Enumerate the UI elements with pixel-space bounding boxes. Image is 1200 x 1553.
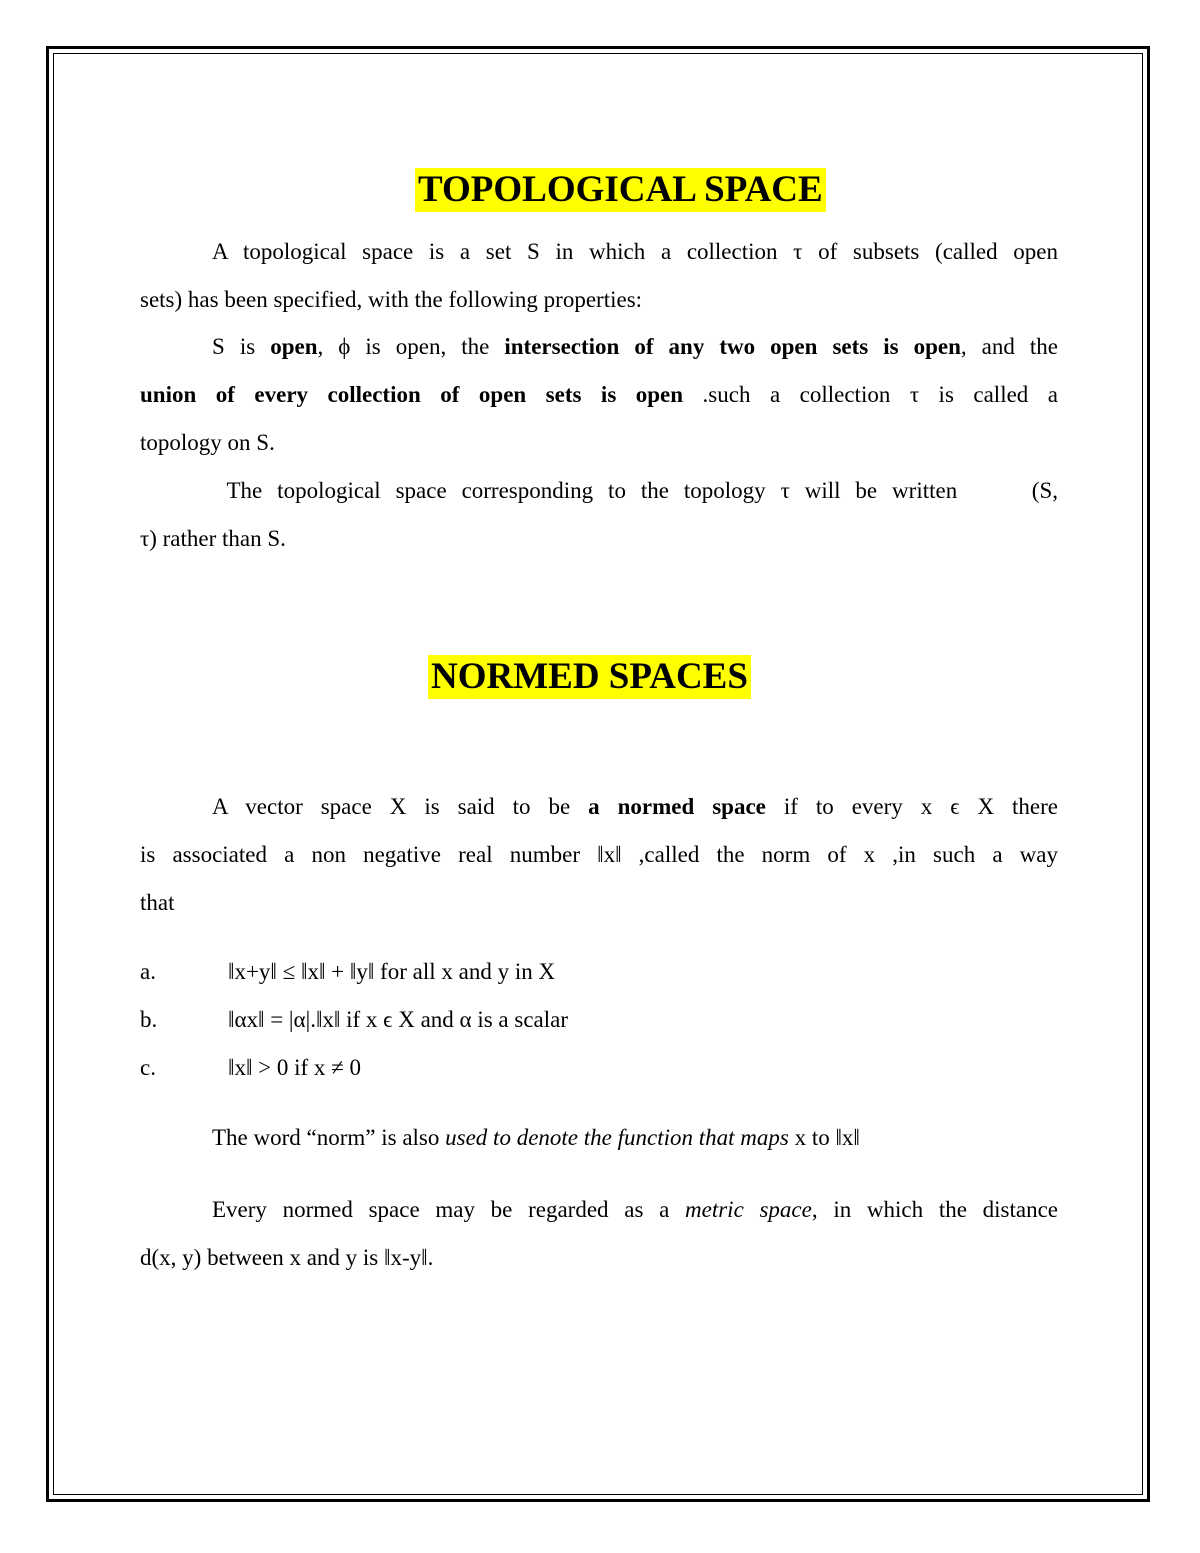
norm-function-paragraph <box>140 1114 1058 1162</box>
normed-definition-line-3: that <box>140 890 175 915</box>
list-marker: c. <box>140 1055 156 1080</box>
normed-definition-line-2: is associated a non negative real number ǁxǁ ,called the norm of x ,in such a way <box>140 842 1058 867</box>
topological-definition-paragraph <box>140 228 1058 324</box>
topological-properties-line-1 <box>140 323 1058 371</box>
bold-run: a normed space <box>588 794 766 819</box>
text-run: x to ǁxǁ <box>788 1125 860 1150</box>
topological-notation-line-2: τ) rather than S. <box>140 526 286 551</box>
norm-property-a <box>140 952 555 992</box>
norm-function-line <box>140 1114 1058 1162</box>
text-run: Every normed space may be regarded as a <box>212 1197 686 1222</box>
topological-definition-line-1: A topological space is a set S in which a collection τ of subsets (called open <box>212 239 1058 264</box>
metric-space-line-2: d(x, y) between x and y is ǁx-yǁ. <box>140 1245 434 1270</box>
heading-topological-space: TOPOLOGICAL SPACE <box>415 168 826 212</box>
text-run: if to every x ϵ X there <box>765 794 1058 819</box>
italic-run: used to denote the function that maps <box>445 1125 789 1150</box>
topological-properties-line-2 <box>140 371 1058 419</box>
bold-run: intersection of any two open sets is open <box>504 334 961 359</box>
topological-definition-line-2: sets) has been specified, with the following properties: <box>140 287 643 312</box>
normed-definition-line-1 <box>140 783 1058 831</box>
text-run: .such a collection τ is called a <box>683 382 1058 407</box>
text-run: S is <box>212 334 271 359</box>
topological-notation-line-1: The topological space corresponding to the topology τ will be written (S, <box>212 478 1058 503</box>
text-run: A vector space X is said to be <box>212 794 589 819</box>
text-run: The word “norm” is also <box>212 1125 446 1150</box>
topological-properties-paragraph <box>140 323 1058 467</box>
topological-properties-line-3: topology on S. <box>140 430 275 455</box>
list-text: ǁαxǁ = |α|.ǁxǁ if x ϵ X and α is a scalar <box>228 1007 569 1032</box>
norm-property-b <box>140 1000 568 1040</box>
norm-property-c <box>140 1048 361 1088</box>
list-marker: a. <box>140 959 156 984</box>
text-run: , in which the distance <box>811 1197 1058 1222</box>
list-marker: b. <box>140 1007 158 1032</box>
metric-space-paragraph <box>140 1186 1058 1282</box>
italic-run: metric space <box>685 1197 812 1222</box>
normed-definition-paragraph <box>140 783 1058 927</box>
text-run: , and the <box>960 334 1058 359</box>
list-text: ǁx+yǁ ≤ ǁxǁ + ǁyǁ for all x and y in X <box>228 959 556 984</box>
metric-space-line-1 <box>140 1186 1058 1234</box>
topological-notation-paragraph <box>140 467 1058 563</box>
heading-normed-spaces: NORMED SPACES <box>428 655 751 699</box>
bold-run: union of every collection of open sets is open <box>140 382 684 407</box>
list-text: ǁxǁ > 0 if x ≠ 0 <box>228 1055 362 1080</box>
bold-run: open <box>270 334 318 359</box>
text-run: , ϕ is open, the <box>317 334 505 359</box>
